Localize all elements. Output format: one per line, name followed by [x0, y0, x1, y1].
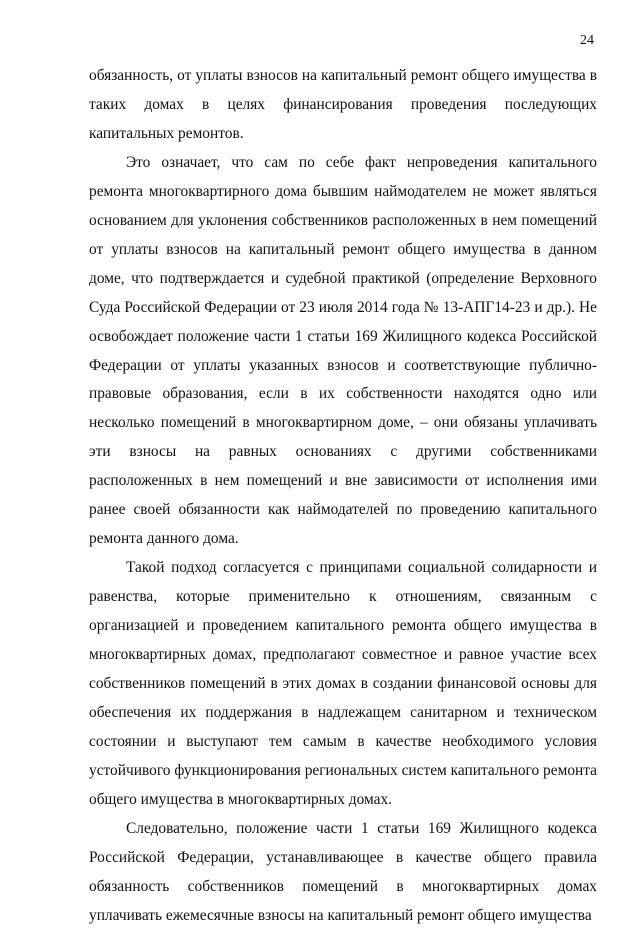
paragraph: Следовательно, положение части 1 статьи 169 Жилищного кодекса Российской Федерации, устанавливающее в качестве общего правила обязанность собственников помещений в многоквартирных домах уплачивать ежемесячные взносы на капитальный ремонт общего имущества [89, 819, 597, 924]
paragraph: Это означает, что сам по себе факт непроведения капитального ремонта многоквартирного дома бывшим наймодателем не может являться основанием для уклонения собственников расположенных в нем помещений от уплаты взносов на капитальный ремонт общего имущества в данном доме, что подтверждается и судебной практикой (определение Верховного Суда Российской Федерации от 23 июля 2014 года № 13-АПГ14-23 и др.). Не освобождает положение части 1 статьи 169 Жилищного кодекса Российской Федерации от уплаты указанных взносов и соответствующие публично-правовые образования, если в их собственности находятся одно или несколько помещений в многоквартирном доме, – они обязаны уплачивать эти взносы на равных основаниях с другими собственниками расположенных в нем помещений и вне зависимости от исполнения ими ранее своей обязанности как наймодателей по проведению капитального ремонта данного дома. [89, 153, 597, 548]
document-body [89, 62, 597, 931]
paragraph-continuation: обязанность, от уплаты взносов на капитальный ремонт общего имущества в таких домах в целях финансирования проведения последующих капитальных ремонтов. [89, 67, 597, 142]
paragraph: Такой подход согласуется с принципами социальной солидарности и равенства, которые применительно к отношениям, связанным с организацией и проведением капитального ремонта общего имущества в многоквартирных домах, предполагают совместное и равное участие всех собственников помещений в этих домах в создании финансовой основы для обеспечения их поддержания в надлежащем санитарном и техническом состоянии и выступают тем самым в качестве необходимого условия устойчивого функционирования региональных систем капитального ремонта общего имущества в многоквартирных домах. [89, 559, 597, 808]
page-number: 24 [580, 33, 594, 48]
